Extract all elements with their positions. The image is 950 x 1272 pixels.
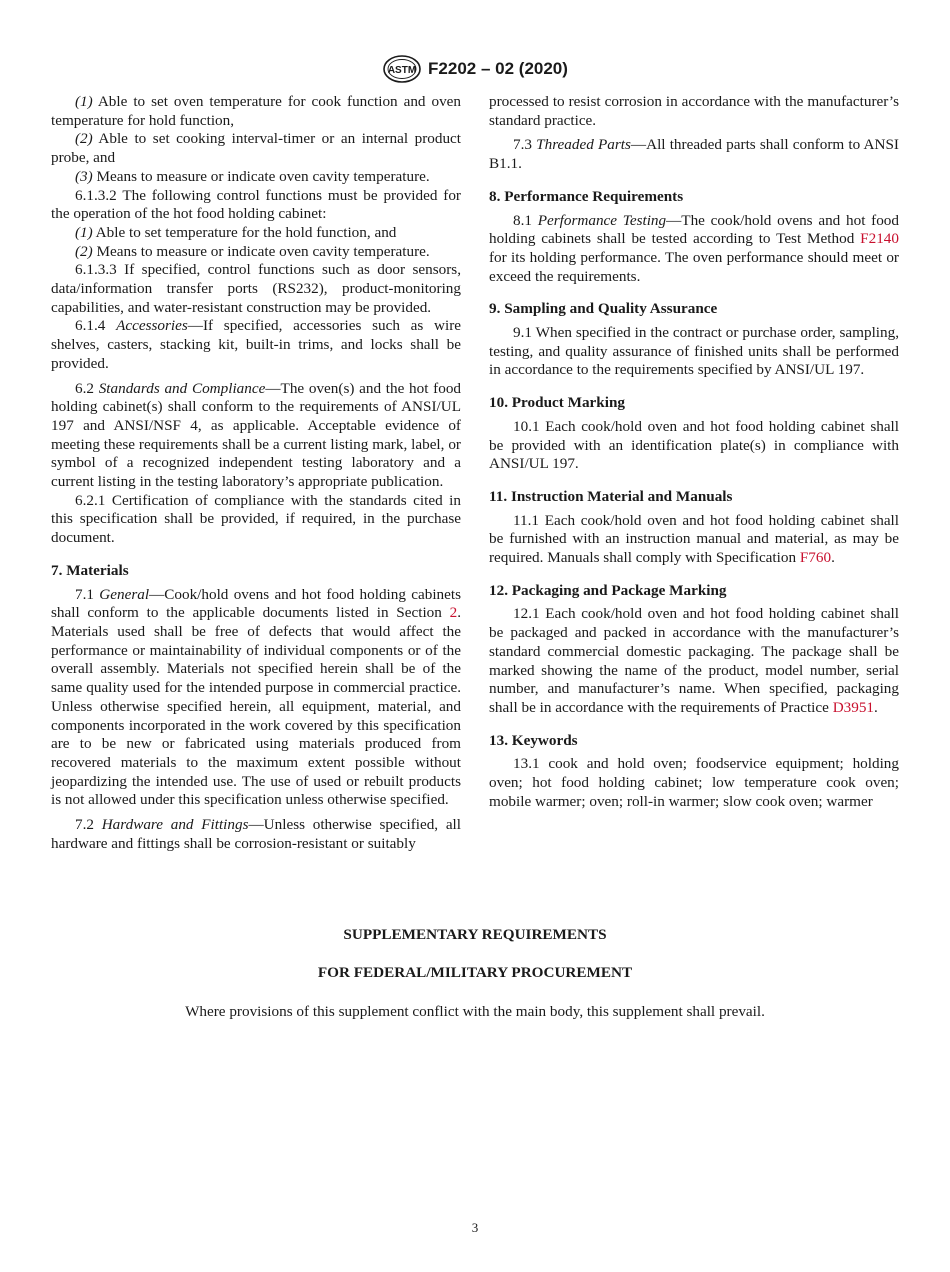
paragraph: 6.2.1 Certification of compliance with the standards cited in this specification shall be provided, if required, in the purchase document. bbox=[51, 491, 461, 547]
item-number: (2) bbox=[75, 242, 93, 260]
paragraph-text: . bbox=[874, 698, 878, 716]
paragraph bbox=[51, 130, 461, 167]
document-designation: F2202 – 02 (2020) bbox=[428, 59, 568, 78]
paragraph-text: —Unless otherwise specified, all hardware and fittings shall be corrosion-resistant or suitably bbox=[51, 816, 461, 852]
left-column bbox=[51, 93, 461, 853]
f2140-link[interactable]: F2140 bbox=[860, 230, 899, 248]
section-heading: 13. Keywords bbox=[489, 731, 578, 749]
paragraph-text: 12.1 Each cook/hold oven and hot food holding cabinet shall be packaged and packed in accordance with the manufacturer’s standard commercial domestic packaging. The package shall be marked showing the name of the product, model number, serial number, and manufacturer’s name. When specified, packaging shall be in accordance with the requirements of Practice bbox=[489, 605, 899, 716]
item-number: (2) bbox=[75, 130, 93, 148]
page-number: 3 bbox=[471, 1220, 479, 1235]
paragraph bbox=[489, 136, 899, 173]
section-2-link[interactable]: 2 bbox=[449, 604, 458, 622]
paragraph: 10.1 Each cook/hold oven and hot food holding cabinet shall be provided with an identification plate(s) in compliance with ANSI/UL 197. bbox=[489, 417, 899, 473]
paragraph-text: —All threaded parts shall conform to ANSI B1.1. bbox=[489, 136, 899, 173]
paragraph bbox=[489, 605, 899, 717]
section-number: 7.2 bbox=[75, 816, 102, 834]
paragraph: 9.1 When specified in the contract or purchase order, sampling, testing, and quality assurance of finished units shall be performed in accordance to the requirements specified by ANSI/UL 197. bbox=[489, 324, 899, 379]
section-number: 6.2 bbox=[75, 379, 99, 397]
section-heading: 9. Sampling and Quality Assurance bbox=[489, 300, 718, 318]
section-title: Performance Testing bbox=[537, 211, 667, 229]
section-heading: 7. Materials bbox=[51, 561, 129, 579]
paragraph bbox=[489, 212, 899, 287]
paragraph-text: Able to set oven temperature for cook function and oven temperature for hold function, bbox=[51, 93, 461, 129]
section-heading: 10. Product Marking bbox=[489, 394, 625, 412]
section-heading: 12. Packaging and Package Marking bbox=[489, 581, 727, 599]
item-number: (1) bbox=[75, 223, 93, 241]
paragraph bbox=[51, 168, 461, 187]
paragraph-text: —The oven(s) and the hot food holding cabinet(s) shall conform to the requirements of ANSI/UL 197 and ANSI/NSF 4, as applicable. Acceptable evidence of meeting these requirements shall be a current listing mark, label, or symbol of a recognized independent testing laboratory and a current listing in the testing laboratory’s appropriate publication. bbox=[51, 379, 462, 491]
paragraph: processed to resist corrosion in accordance with the manufacturer’s standard practice. bbox=[489, 93, 899, 129]
paragraph-text: Means to measure or indicate oven cavity temperature. bbox=[92, 167, 430, 185]
paragraph-text: —If specified, accessories such as wire shelves, casters, stacking kit, built-in trims, and locks shall be provided. bbox=[51, 317, 461, 372]
section-title: General bbox=[99, 585, 150, 603]
paragraph-text: Able to set temperature for the hold function, and bbox=[92, 223, 397, 241]
section-title: Threaded Parts bbox=[536, 136, 631, 154]
d3951-link[interactable]: D3951 bbox=[832, 698, 875, 716]
section-title: Hardware and Fittings bbox=[101, 816, 249, 834]
section-number: 6.1.4 bbox=[75, 317, 117, 335]
paragraph-text: Means to measure or indicate oven cavity temperature. bbox=[92, 242, 430, 260]
paragraph bbox=[489, 512, 899, 568]
right-column bbox=[489, 93, 899, 812]
section-heading: 11. Instruction Material and Manuals bbox=[489, 487, 733, 505]
paragraph-text: . Materials used shall be free of defects that would affect the performance or maintainability of individual components or of the overall assembly. Materials not specified herein shall be of the same quality used for the intended purpose in commercial practice. Unless otherwise specified herein, all equipment, material, and components incorporated in the work covered by this specification are to be new or fabricated using materials produced from recovered materials to the maximum extent possible without jeopardizing the intended use. The use of used or rebuilt products is not allowed under this specification unless otherwise specified. bbox=[51, 604, 461, 809]
section-number: 7.3 bbox=[513, 136, 537, 154]
paragraph-text: —Cook/hold ovens and hot food holding cabinets shall conform to the applicable documents listed in Section bbox=[51, 585, 462, 622]
paragraph: 6.1.3.2 The following control functions must be provided for the operation of the hot food holding cabinet: bbox=[51, 186, 461, 223]
paragraph-text: —The cook/hold ovens and hot food holding cabinets shall be tested according to Test Method bbox=[489, 211, 899, 248]
paragraph bbox=[51, 380, 461, 492]
paragraph-text: . bbox=[831, 549, 835, 567]
supplement-title: SUPPLEMENTARY REQUIREMENTS bbox=[343, 926, 607, 943]
paragraph bbox=[51, 243, 461, 262]
paragraph bbox=[51, 93, 461, 130]
section-number: 7.1 bbox=[75, 585, 100, 603]
item-number: (1) bbox=[75, 93, 93, 110]
paragraph bbox=[51, 816, 461, 853]
paragraph-text: Able to set cooking interval-timer or an internal product probe, and bbox=[51, 130, 461, 167]
paragraph bbox=[51, 224, 461, 243]
paragraph bbox=[51, 317, 461, 373]
paragraph bbox=[51, 586, 461, 810]
logo-text: ASTM bbox=[387, 65, 417, 76]
section-heading: 8. Performance Requirements bbox=[489, 187, 684, 205]
section-title: Accessories bbox=[116, 317, 188, 335]
paragraph-text: 11.1 Each cook/hold oven and hot food holding cabinet shall be furnished with an instruction manual and material, as may be required. Manuals shall comply with Specification bbox=[489, 511, 899, 567]
item-number: (3) bbox=[75, 167, 93, 185]
paragraph-text: for its holding performance. The oven performance should meet or exceed the requirements. bbox=[489, 248, 899, 285]
f760-link[interactable]: F760 bbox=[799, 549, 832, 567]
section-title: Standards and Compliance bbox=[98, 379, 266, 397]
page-header bbox=[0, 54, 950, 84]
section-number: 8.1 bbox=[513, 211, 538, 229]
paragraph: 6.1.3.3 If specified, control functions such as door sensors, data/information transfer ports (RS232), product-monitoring capabilities, and water-resistant construction may be provided. bbox=[51, 261, 461, 316]
supplement-subtitle: FOR FEDERAL/MILITARY PROCUREMENT bbox=[317, 964, 633, 981]
supplement-note: Where provisions of this supplement conflict with the main body, this supplement shall prevail. bbox=[185, 1003, 765, 1020]
paragraph: 13.1 cook and hold oven; foodservice equipment; holding oven; hot food holding cabinet; low temperature cook oven; mobile warmer; oven; roll-in warmer; slow cook oven; warmer bbox=[489, 755, 899, 810]
astm-logo-icon bbox=[382, 54, 422, 84]
